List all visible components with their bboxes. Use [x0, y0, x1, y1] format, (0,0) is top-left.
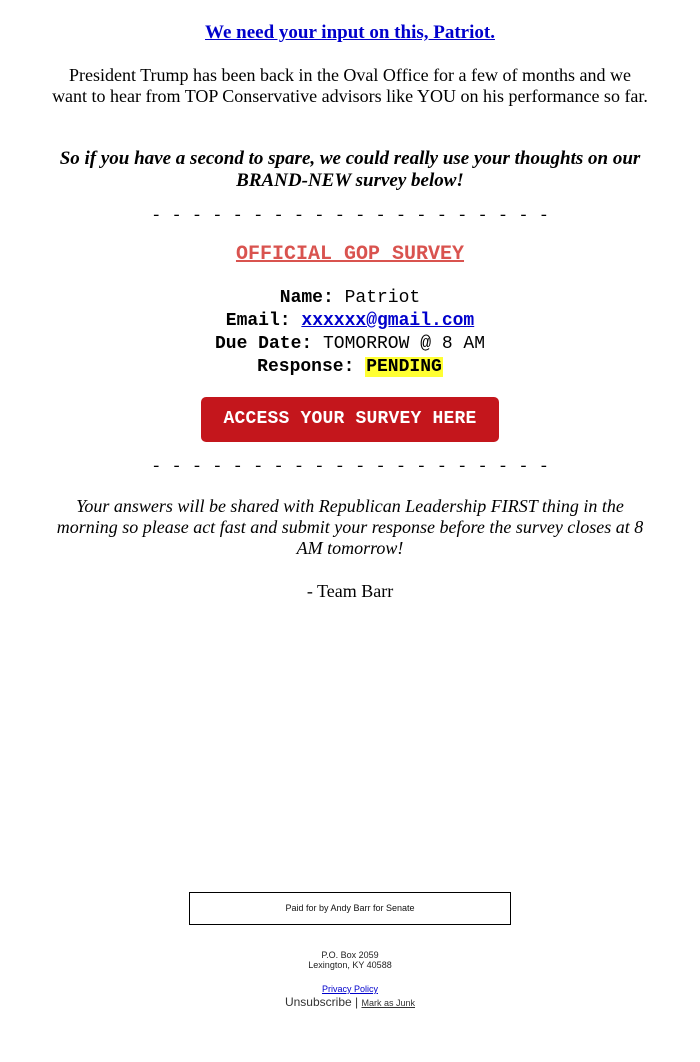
paid-for-disclaimer: Paid for by Andy Barr for Senate — [189, 892, 511, 925]
closing-paragraph: Your answers will be shared with Republican Leadership FIRST thing in the morning so please act fast and submit your response before the survey closes at 8 AM tomorrow! — [56, 496, 644, 558]
survey-ask-paragraph: So if you have a second to spare, we could really use your thoughts on our BRAND-NEW survey below! — [59, 148, 641, 191]
due-date-row — [0, 333, 700, 355]
email-label: Email: — [225, 311, 291, 331]
address-line-1: P.O. Box 2059 — [321, 950, 379, 960]
divider-top: - - - - - - - - - - - - - - - - - - - - — [151, 207, 549, 226]
footer-separator: | — [355, 995, 359, 1009]
survey-title: OFFICIAL GOP SURVEY — [235, 243, 465, 266]
response-row — [0, 356, 700, 378]
address-line-2: Lexington, KY 40588 — [308, 960, 392, 970]
divider-bottom: - - - - - - - - - - - - - - - - - - - - — [151, 458, 549, 477]
due-date-value: TOMORROW @ 8 AM — [323, 334, 486, 354]
privacy-row — [0, 984, 700, 995]
headline — [0, 21, 700, 45]
response-label: Response: — [257, 357, 355, 377]
response-status-badge: PENDING — [366, 357, 442, 377]
due-date-label: Due Date: — [214, 334, 313, 354]
mailing-address — [0, 950, 700, 970]
email-link[interactable]: xxxxxx@gmail.com — [301, 311, 475, 331]
signoff: - Team Barr — [306, 581, 394, 601]
privacy-policy-link[interactable]: Privacy Policy — [321, 984, 378, 994]
name-value: Patriot — [344, 288, 421, 308]
name-label: Name: — [279, 288, 334, 308]
mark-as-junk-link[interactable]: Mark as Junk — [361, 998, 416, 1008]
unsubscribe-row — [0, 995, 700, 1010]
intro-paragraph: President Trump has been back in the Oval Office for a few of months and we want to hear from TOP Conservative advisors like YOU on his performance so far. — [52, 65, 648, 106]
unsubscribe-link[interactable]: Unsubscribe — [284, 995, 352, 1009]
access-survey-button[interactable]: ACCESS YOUR SURVEY HERE — [201, 397, 499, 442]
headline-link[interactable]: We need your input on this, Patriot. — [205, 22, 495, 43]
email-row — [0, 310, 700, 332]
name-row — [0, 287, 700, 309]
